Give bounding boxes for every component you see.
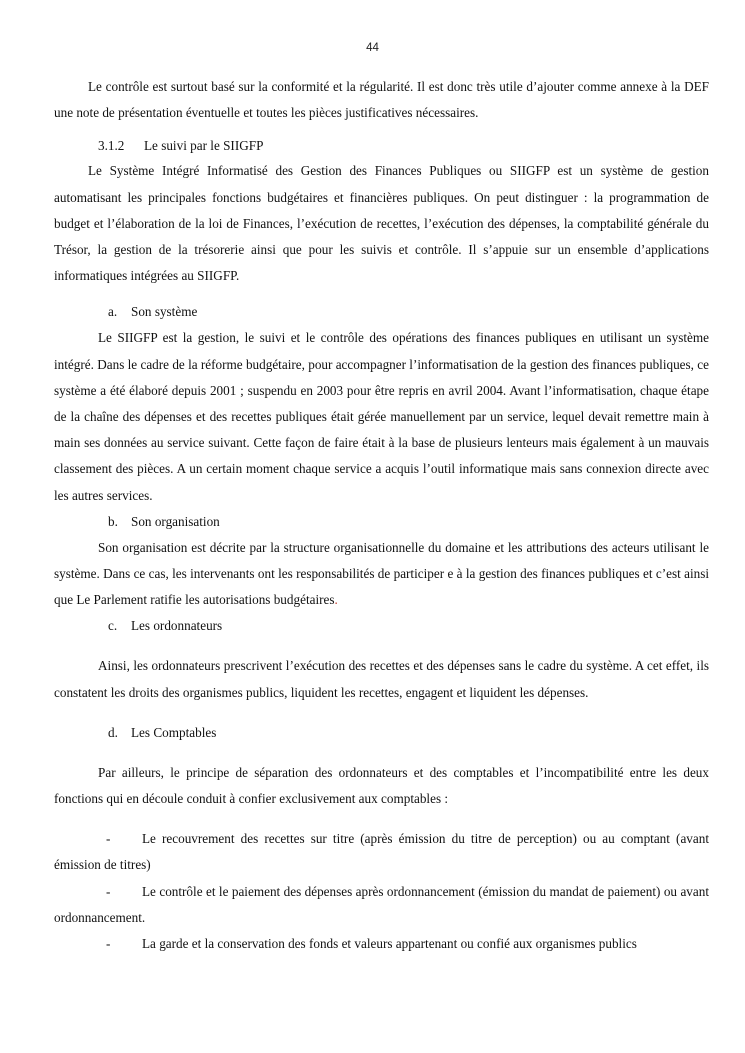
intro-paragraph: Le contrôle est surtout basé sur la conformité et la régularité. Il est donc très utile d’ajouter comme annexe à la DEF une note de présentation éventuelle et toutes les pièces justificatives nécessaires.: [54, 79, 709, 121]
subheading-a: [54, 299, 709, 325]
subheading-d: [54, 720, 709, 746]
subheading-title: Son organisation: [131, 513, 220, 529]
subheading-title: Les ordonnateurs: [131, 618, 223, 634]
list-item-text: La garde et la conservation des fonds et valeurs appartenant ou confié aux organismes publics: [142, 936, 637, 952]
subheading-letter: b.: [108, 513, 118, 529]
list-item-text: Le contrôle et le paiement des dépenses après ordonnancement (émission du mandat de paiement) ou avant ordonnancement.: [54, 883, 709, 925]
bullet-dash: -: [106, 883, 111, 899]
list-item-text: Le recouvrement des recettes sur titre (après émission du titre de perception) ou au comptant (avant émission de titres): [54, 831, 709, 873]
ordonnateurs-paragraph: Ainsi, les ordonnateurs prescrivent l’exécution des recettes et des dépenses sans le cadre du système. A cet effet, ils constatent les droits des organismes publics, liquident les recettes, engagent et liquident les dépenses.: [54, 658, 709, 700]
siigfp-definition-paragraph: Le Système Intégré Informatisé des Gestion des Finances Publiques ou SIIGFP est un système de gestion automatisant les principales fonctions budgétaires et financières publiques. On peut distinguer : la programmation de budget et l’élaboration de la loi de Finances, l’exécution de recettes, l’exécution des dépenses, la comptabilité générale du Trésor, la gestion de la trésorerie ainsi que pour les suivis et contrôle. Il s’appuie sur un ensemble d’applications informatiques intégrées au SIIGFP.: [54, 163, 709, 284]
subheading-c: [54, 613, 709, 639]
page-number: 44: [366, 42, 379, 54]
subheading-title: Les Comptables: [131, 724, 217, 740]
bullet-dash: -: [106, 831, 111, 847]
list-item: [54, 931, 709, 957]
list-item: [54, 879, 709, 931]
document-body: [54, 74, 709, 957]
son-organisation-paragraph: [54, 535, 709, 614]
son-organisation-period: .: [334, 592, 338, 608]
list-item: [54, 826, 709, 878]
subheading-b: [54, 509, 709, 535]
subheading-title: Son système: [131, 304, 198, 320]
section-number: 3.1.2: [98, 138, 125, 154]
comptables-paragraph: Par ailleurs, le principe de séparation des ordonnateurs et des comptables et l’incompatibilité entre les deux fonctions qui en découle conduit à confier exclusivement aux comptables :: [54, 764, 709, 807]
son-systeme-paragraph: Le SIIGFP est la gestion, le suivi et le contrôle des opérations des finances publiques en utilisant un système intégré. Dans le cadre de la réforme budgétaire, pour accompagner l’informatisation de la gestion des finances publiques, ce système a été élaboré depuis 2001 ; suspendu en 2003 pour être repris en avril 2004. Avant l’informatisation, chaque étape de la chaîne des dépenses et des recettes publiques était gérée manuellement par un service, lequel devait remettre main à main ses données au service suivant. Cette façon de faire était à la base de plusieurs lenteurs mais également à un mauvais classement des pièces. A un certain moment chaque service a acquis l’outil informatique mais sans connexion directe avec les autres services.: [54, 330, 709, 503]
subheading-letter: c.: [108, 618, 118, 634]
section-title: Le suivi par le SIIGFP: [144, 138, 264, 154]
son-organisation-text: Son organisation est décrite par la structure organisationnelle du domaine et les attributions des acteurs utilisant le système. Dans ce cas, les intervenants ont les responsabilités de participer e à la gestion des finances publiques et c’est ainsi que Le Parlement ratifie les autorisations budgétaires: [54, 539, 709, 608]
section-heading-3-1-2: [54, 134, 709, 158]
subheading-letter: d.: [108, 724, 118, 740]
bullet-dash: -: [106, 936, 111, 952]
subheading-letter: a.: [108, 304, 118, 320]
